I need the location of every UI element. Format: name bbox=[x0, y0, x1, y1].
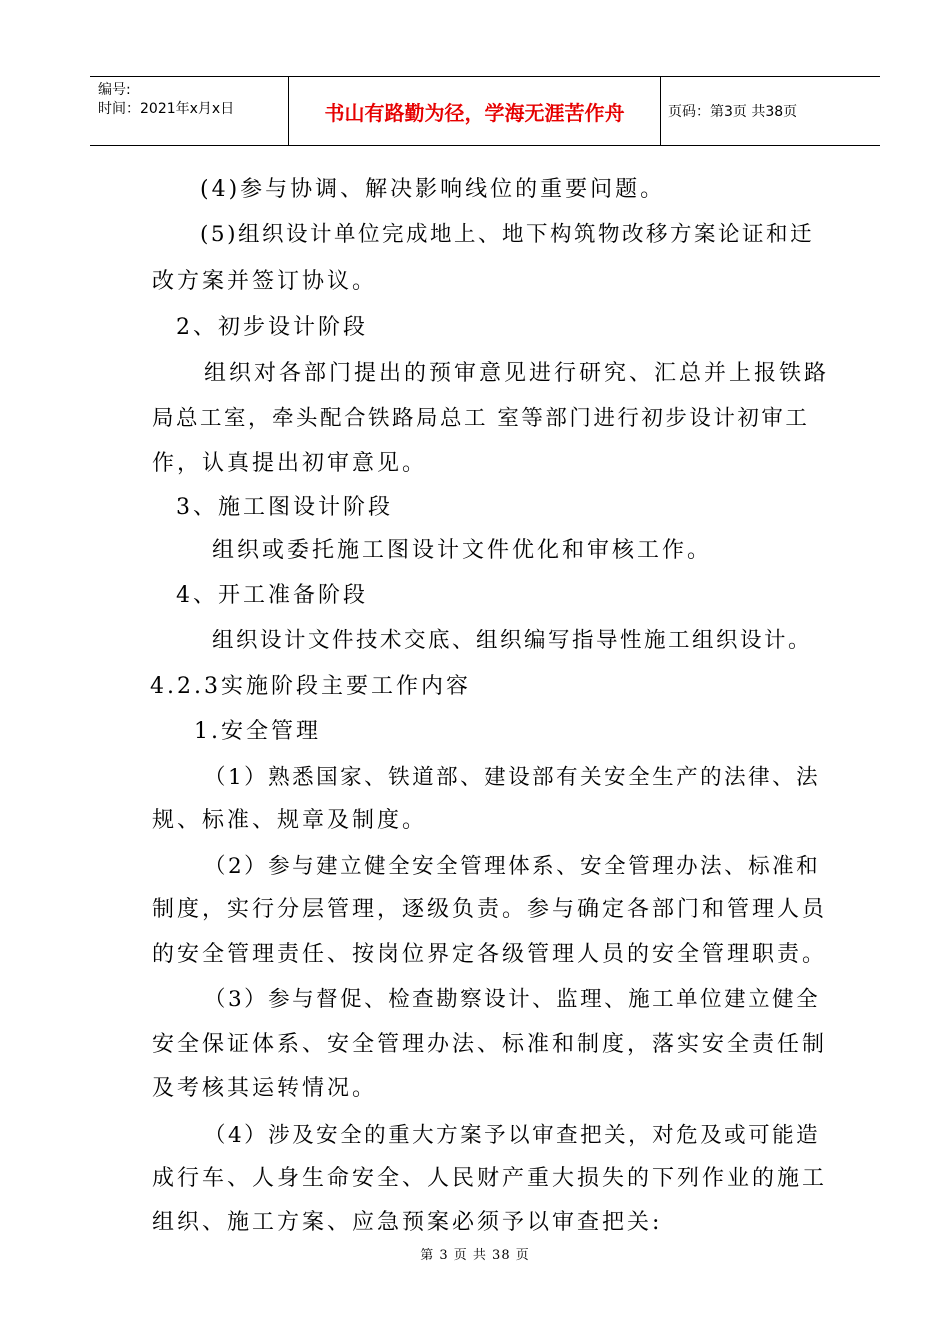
body-line: 组织设计文件技术交底、组织编写指导性施工组织设计。 bbox=[212, 628, 813, 653]
header-motto: 书山有路勤为径，学海无涯苦作舟 bbox=[324, 100, 625, 125]
header-page-info: 页码：第3页 共38页 bbox=[668, 104, 798, 120]
body-line: 改方案并签订协议。 bbox=[152, 269, 378, 294]
body-line: 作，认真提出初审意见。 bbox=[152, 451, 428, 476]
body-line: 及考核其运转情况。 bbox=[152, 1076, 378, 1101]
section-heading: 4、开工准备阶段 bbox=[176, 583, 368, 608]
body-line: (4)参与协调、解决影响线位的重要问题。 bbox=[200, 177, 666, 202]
page-footer: 第 3 页 共 38 页 bbox=[420, 1248, 530, 1263]
body-line: （3）参与督促、检查勘察设计、监理、施工单位建立健全 bbox=[204, 987, 821, 1012]
body-line: 安全保证体系、安全管理办法、标准和制度，落实安全责任制 bbox=[152, 1032, 828, 1057]
body-line: （1）熟悉国家、铁道部、建设部有关安全生产的法律、法 bbox=[204, 765, 821, 790]
document-number-label: 编号: bbox=[98, 82, 131, 98]
section-heading: 2、初步设计阶段 bbox=[176, 315, 368, 340]
body-line: （2）参与建立健全安全管理体系、安全管理办法、标准和 bbox=[204, 854, 821, 879]
body-line: （4）涉及安全的重大方案予以审查把关，对危及或可能造 bbox=[204, 1123, 821, 1148]
section-heading: 1.安全管理 bbox=[194, 719, 321, 744]
body-line: 规、标准、规章及制度。 bbox=[152, 808, 428, 833]
document-time-label: 时间：2021年x月x日 bbox=[98, 101, 235, 117]
body-line: 组织对各部门提出的预审意见进行研究、汇总并上报铁路 bbox=[204, 361, 830, 386]
body-line: (5)组织设计单位完成地上、地下构筑物改移方案论证和迁 bbox=[200, 222, 814, 247]
body-line: 制度，实行分层管理，逐级负责。参与确定各部门和管理人员 bbox=[152, 897, 828, 922]
body-line: 的安全管理责任、按岗位界定各级管理人员的安全管理职责。 bbox=[152, 942, 828, 967]
body-line: 组织或委托施工图设计文件优化和审核工作。 bbox=[212, 538, 713, 563]
section-heading: 4.2.3实施阶段主要工作内容 bbox=[150, 674, 471, 699]
body-line: 成行车、人身生命安全、人民财产重大损失的下列作业的施工 bbox=[152, 1166, 828, 1191]
body-line: 组织、施工方案、应急预案必须予以审查把关: bbox=[152, 1210, 663, 1235]
body-line: 局总工室，牵头配合铁路局总工 室等部门进行初步设计初审工 bbox=[152, 406, 810, 431]
section-heading: 3、施工图设计阶段 bbox=[176, 495, 393, 520]
